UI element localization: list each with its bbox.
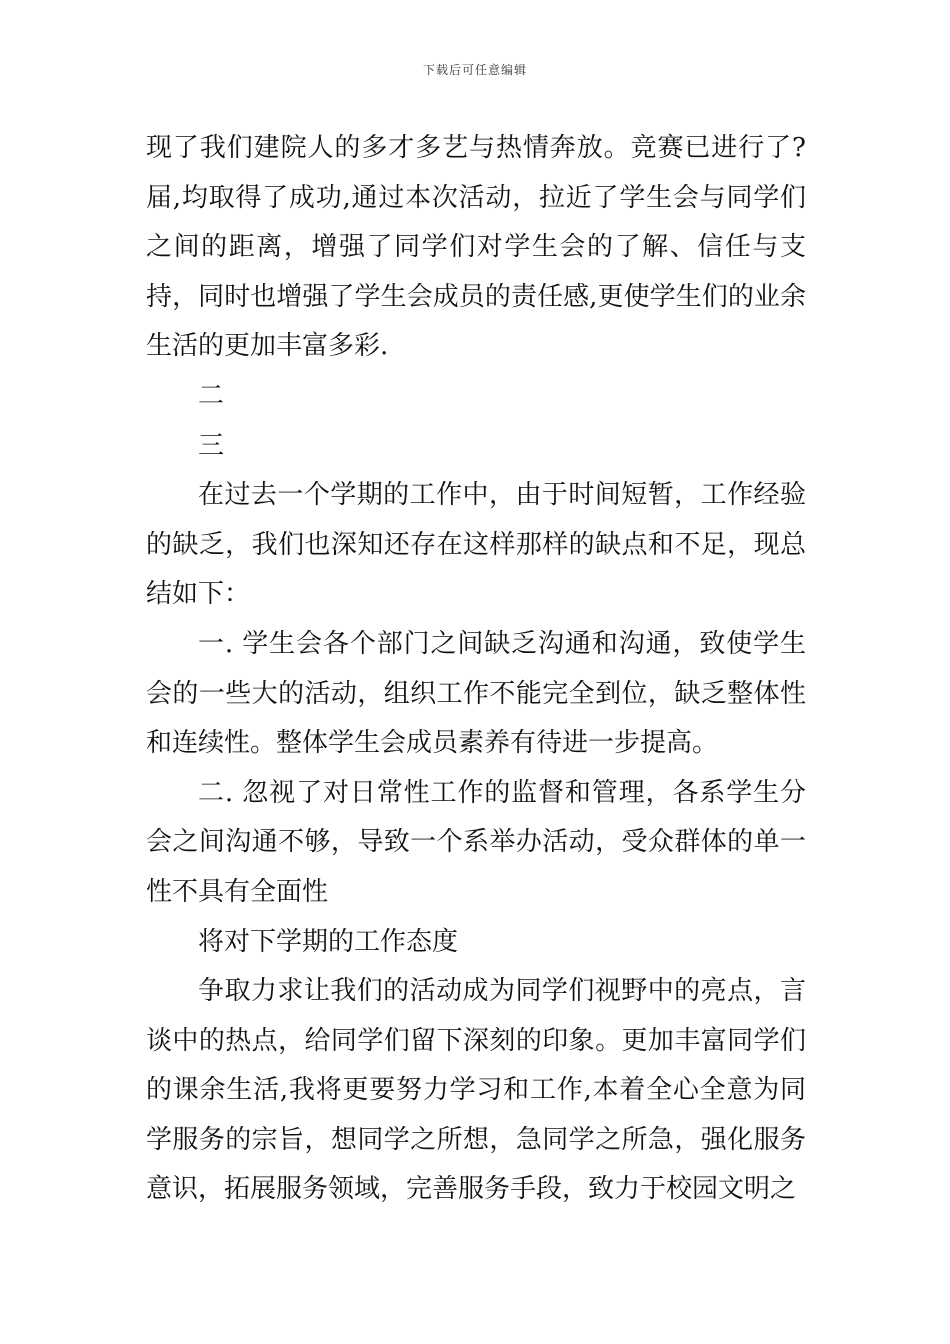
section-marker-two: 二 [198, 380, 225, 411]
section-marker-three: 三 [198, 430, 225, 461]
paragraph-shortcoming-two: 二. 忽视了对日常性工作的监督和管理，各系学生分会之间沟通不够，导致一个系举办活动，受众群体的单一性不具有全面性 [146, 777, 806, 907]
paragraph-continuation: 现了我们建院人的多才多艺与热情奔放。竞赛已进行了?届,均取得了成功,通过本次活动，拉近了学生会与同学们之间的距离，增强了同学们对学生会的了解、信任与支持，同时也增强了学生会成员的责任感,更使学生们的业余生活的更加丰富多彩. [146, 133, 806, 362]
paragraph-next-term-plan: 争取力求让我们的活动成为同学们视野中的亮点，言谈中的热点，给同学们留下深刻的印象。更加丰富同学们的课余生活,我将更要努力学习和工作,本着全心全意为同学服务的宗旨，想同学之所想，急同学之所急，强化服务意识，拓展服务领域，完善服务手段，致力于校园文明之 [146, 976, 806, 1205]
paragraph-shortcoming-one: 一. 学生会各个部门之间缺乏沟通和沟通，致使学生会的一些大的活动，组织工作不能完全到位，缺乏整体性和连续性。整体学生会成员素养有待进一步提高。 [146, 628, 806, 759]
page-header-note: 下载后可任意编辑 [422, 63, 527, 77]
section-heading-next-term: 将对下学期的工作态度 [198, 926, 459, 957]
document-body [146, 124, 806, 1215]
paragraph-summary-intro: 在过去一个学期的工作中，由于时间短暂，工作经验的缺乏，我们也深知还存在这样那样的缺点和不足，现总结如下： [146, 480, 806, 610]
